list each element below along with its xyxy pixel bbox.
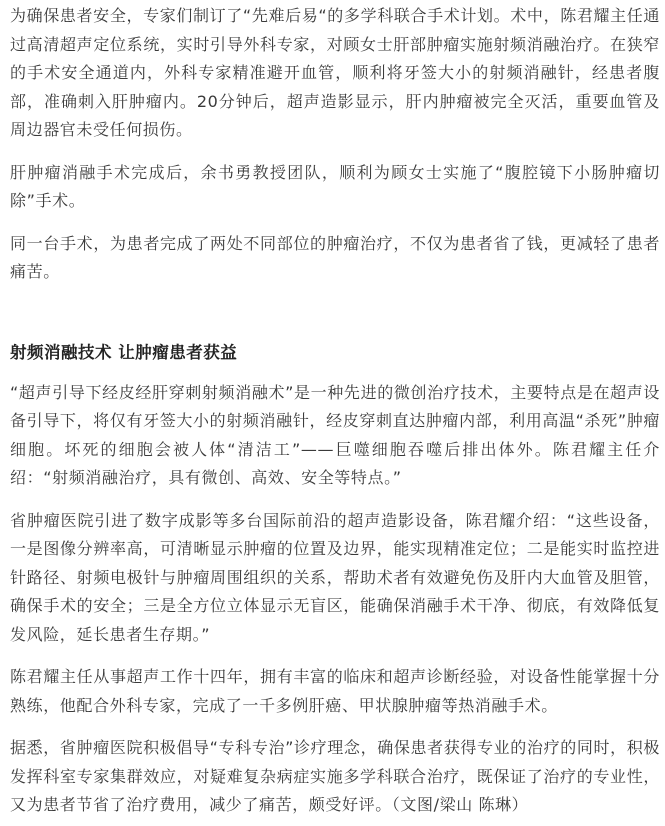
paragraph-surgery-plan: 为确保患者安全，专家们制订了“先难后易“的多学科联合手术计划。术中，陈君耀主任通过高清超声定位系统，实时引导外科专家，对顾女士肝部肿瘤实施射频消融治疗。在狭窄的手术安全通道内，外科专家精准避开血管，顺利将牙签大小的射频消融针，经患者腹部，准确刺入肝肿瘤内。20分钟后，超声造影显示，肝内肿瘤被完全灭活，重要血管及周边器官未受任何损伤。: [10, 6, 660, 139]
paragraph-doctor-experience: 陈君耀主任从事超声工作十四年，拥有丰富的临床和超声诊断经验，对设备性能掌握十分熟练，他配合外科专家，完成了一千多例肝癌、甲状腺肿瘤等热消融手术。: [10, 667, 660, 715]
paragraph-tumor-resection: 肝肿瘤消融手术完成后，余书勇教授团队，顺利为顾女士实施了“腹腔镜下小肠肿瘤切除”手术。: [10, 162, 660, 210]
paragraph-equipment: 省肿瘤医院引进了数字成影等多台国际前沿的超声造影设备，陈君耀介绍：“这些设备，一是图像分辨率高，可清晰显示肿瘤的位置及边界，能实现精准定位；二是能实时监控进针路径、射频电极针与肿瘤周围组织的关系，帮助术者有效避免伤及肝内大血管及胆管，确保手术的安全；三是全方位立体显示无盲区，能确保消融手术干净、彻底，有效降低复发风险，延长患者生存期。”: [10, 510, 660, 644]
paragraph-dual-treatment: 同一台手术，为患者完成了两处不同部位的肿瘤治疗，不仅为患者省了钱，更减轻了患者痛苦。: [10, 233, 660, 281]
paragraph-closing: 据悉，省肿瘤医院积极倡导“专科专治”诊疗理念，确保患者获得专业的治疗的同时，积极发挥科室专家集群效应，对疑难复杂病症实施多学科联合治疗，既保证了治疗的专业性，又为患者节省了治疗费用，减少了痛苦，颇受好评。（文图/梁山 陈琳）: [10, 738, 660, 814]
section-heading: 射频消融技术 让肿瘤患者获益: [10, 342, 238, 362]
article-body: [10, 0, 660, 820]
paragraph-ablation-intro: “超声引导下经皮经肝穿刺射频消融术”是一种先进的微创治疗技术，主要特点是在超声设备引导下，将仅有牙签大小的射频消融针，经皮穿刺直达肿瘤内部，利用高温“杀死”肿瘤细胞。坏死的细胞会被人体“清洁工”——巨噬细胞吞噬后排出体外。陈君耀主任介绍：“射频消融治疗，具有微创、高效、安全等特点。”: [10, 382, 660, 487]
